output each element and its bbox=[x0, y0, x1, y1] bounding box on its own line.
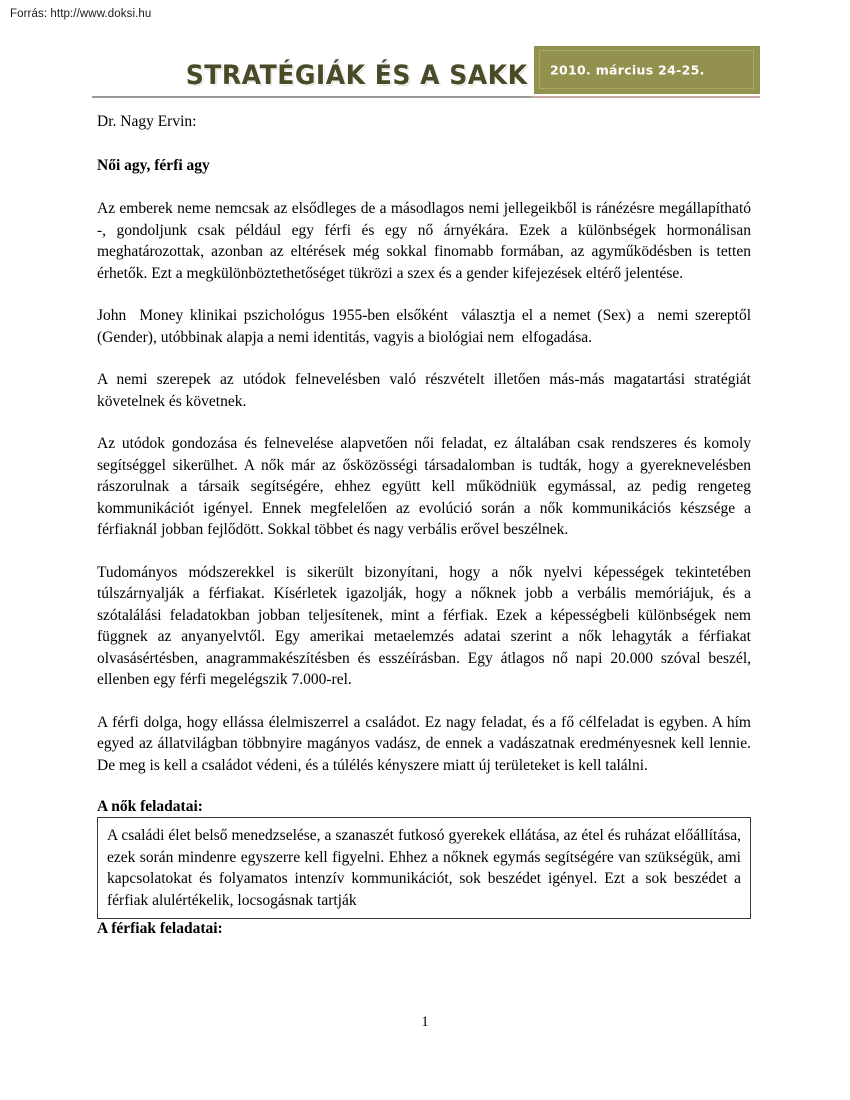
body-paragraph: Az utódok gondozása és felnevelése alapvetően női feladat, ez általában csak rendszeres és komoly segítséggel sikerülhet. A nők már az ősközösségi társadalomban is tudták, hogy a gyereknevelésben rászorulnak a társaik segítségére, ehhez együtt kell működniük egymással, az pedig rengeteg kommunikációt igényel. Ennek megfelelően az evolúció során a nők kommunikációs készsége a férfiaknál jobban fejlődött. Sokkal többet és nagy verbális erővel beszélnek. bbox=[97, 435, 755, 538]
author-byline: Dr. Nagy Ervin: bbox=[97, 113, 197, 130]
banner-divider-rule-accent bbox=[532, 96, 760, 98]
body-paragraph: A nemi szerepek az utódok felnevelésben való részvételt illetően más-más magatartási stratégiát követelnek és követnek. bbox=[97, 371, 755, 410]
document-body bbox=[97, 112, 759, 939]
page-number: 1 bbox=[421, 1014, 429, 1030]
event-banner bbox=[92, 46, 760, 94]
source-url-label: Forrás: http://www.doksi.hu bbox=[10, 8, 152, 20]
section-heading-men-tasks: A férfiak feladatai: bbox=[97, 920, 223, 937]
section-heading-women-tasks: A nők feladatai: bbox=[97, 798, 203, 815]
body-paragraph: Az emberek neme nemcsak az elsődleges de a másodlagos nemi jellegeikből is ránézésre megállapítható -, gondoljunk csak például egy férfi és egy nő árnyékára. Ezek a különbségek hormonálisan meghatározottak, azonban az eltérések még sokkal finomabb formában, az agyműködésben is tetten érhetők. Ezt a megkülönböztethetőséget tükrözi a szex és a gender kifejezések eltérő jelentése. bbox=[97, 200, 755, 282]
banner-divider-rule bbox=[92, 96, 532, 98]
callout-box-women-tasks bbox=[97, 817, 751, 919]
banner-title: STRATÉGIÁK ÉS A SAKK bbox=[186, 60, 528, 91]
banner-date-label: 2010. március 24-25. bbox=[550, 62, 705, 78]
body-paragraph: A férfi dolga, hogy ellássa élelmiszerrel a családot. Ez nagy feladat, és a fő célfeladat is egyben. A hím egyed az állatvilágban többnyire magányos vadász, de ennek a vadászatnak eredményesnek kell lennie. De meg is kell a családot védeni, és a túlélés kényszere miatt új területeket is kell találni. bbox=[97, 713, 755, 774]
body-paragraph: John Money klinikai pszichológus 1955-ben elsőként választja el a nemet (Sex) a nemi szereptől (Gender), utóbbinak alapja a nemi identitás, vagyis a biológiai nem elfogadása. bbox=[97, 307, 759, 346]
banner-date-box bbox=[534, 46, 760, 94]
callout-box-text: A családi élet belső menedzselése, a szanaszét futkosó gyerekek ellátása, az étel és ruházat előállítása, ezek során mindenre egyszerre kell figyelni. Ehhez a nőknek egymás segítségére van szükségük, ami kapcsolatokat és folyamatos intenzív kommunikációt, sok beszédet igényel. Ezt a sok beszédet a férfiak alulértékelik, locsogásnak tartják bbox=[107, 827, 741, 909]
page-title: Női agy, férfi agy bbox=[97, 157, 210, 174]
body-paragraph: Tudományos módszerekkel is sikerült bizonyítani, hogy a nők nyelvi képességek tekintetében túlszárnyalják a férfiakat. Kísérletek igazolják, hogy a nőknek jobb a verbális memóriájuk, és a szótalálási feladatokban jobban teljesítenek, mint a férfiak. Ezek a képességbeli különbségek nem függnek az anyanyelvtől. Egy amerikai metaelemzés adatai szerint a nők lehagyták a férfiakat olvasásértésben, anagrammakészítésben és esszéírásban. Egy átlagos nő napi 20.000 szóval beszél, ellenben egy férfi megelégszik 7.000-rel. bbox=[97, 563, 755, 688]
